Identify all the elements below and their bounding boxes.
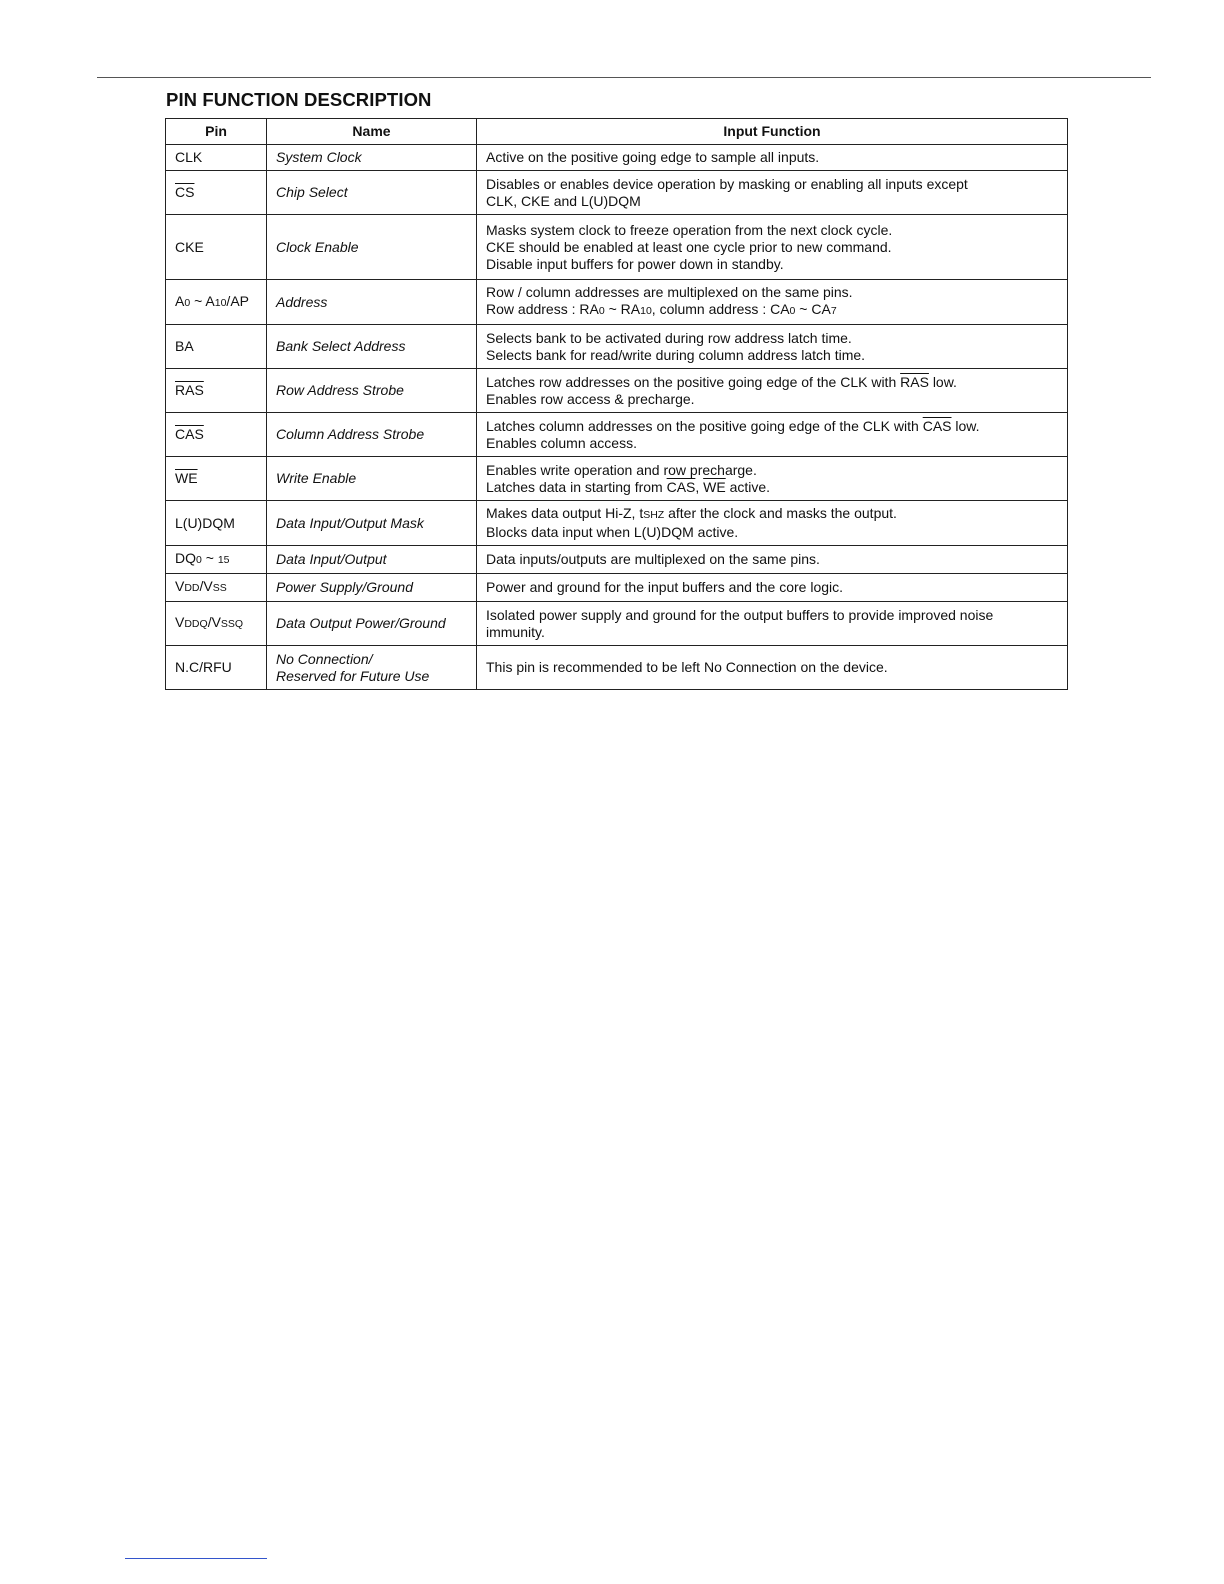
table-row: [166, 145, 1068, 171]
pin-cell: $\overline{CS}$: [166, 171, 267, 215]
column-header-name: Name: [267, 119, 477, 145]
table-row: [166, 413, 1068, 457]
name-cell: Clock Enable: [267, 215, 477, 280]
name-cell: Power Supply/Ground: [267, 574, 477, 602]
table-row: [166, 369, 1068, 413]
table-row: [166, 325, 1068, 369]
table-row: [166, 215, 1068, 280]
table-row: [166, 501, 1068, 546]
input-function-cell: Row / column addresses are multiplexed on the same pins. Row address : RA0 ~ RA10, column address : CA0 ~ CA7: [477, 280, 1068, 325]
input-function-cell: Masks system clock to freeze operation from the next clock cycle. CKE should be enabled at least one cycle prior to new command. Disable input buffers for power down in standby.: [477, 215, 1068, 280]
table-row: [166, 280, 1068, 325]
name-cell: Data Input/Output Mask: [267, 501, 477, 546]
pin-cell: VDD/VSS: [166, 574, 267, 602]
table-row: [166, 602, 1068, 646]
name-cell: Bank Select Address: [267, 325, 477, 369]
name-cell: Write Enable: [267, 457, 477, 501]
page-title: PIN FUNCTION DESCRIPTION: [166, 89, 432, 110]
header-rule: [97, 77, 1151, 78]
table-header-row: [166, 119, 1068, 145]
name-cell: Data Input/Output: [267, 546, 477, 574]
pin-cell: N.C/RFU: [166, 646, 267, 690]
name-cell: Chip Select: [267, 171, 477, 215]
input-function-cell: Latches column addresses on the positive going edge of the CLK with $\overline{CAS}$ low. Enables column access.: [477, 413, 1068, 457]
pin-cell: BA: [166, 325, 267, 369]
input-function-cell: Enables write operation and row precharge. Latches data in starting from $\overline{CAS}$, $\overline{WE}$ active.: [477, 457, 1068, 501]
input-function-cell: Active on the positive going edge to sample all inputs.: [477, 145, 1068, 171]
table-row: [166, 646, 1068, 690]
pin-cell: $\overline{RAS}$: [166, 369, 267, 413]
pin-cell: $\overline{CAS}$: [166, 413, 267, 457]
pin-cell: CLK: [166, 145, 267, 171]
name-cell: Data Output Power/Ground: [267, 602, 477, 646]
pin-cell: DQ0 ~ 15: [166, 546, 267, 574]
name-cell: Address: [267, 280, 477, 325]
name-cell: No Connection/ Reserved for Future Use: [267, 646, 477, 690]
input-function-cell: Makes data output Hi-Z, tSHZ after the clock and masks the output. Blocks data input when L(U)DQM active.: [477, 501, 1068, 546]
input-function-cell: Isolated power supply and ground for the output buffers to provide improved noise immunity.: [477, 602, 1068, 646]
pin-cell: CKE: [166, 215, 267, 280]
table-row: [166, 574, 1068, 602]
name-cell: System Clock: [267, 145, 477, 171]
pin-cell: $\overline{WE}$: [166, 457, 267, 501]
pin-cell: A0 ~ A10/AP: [166, 280, 267, 325]
table-row: [166, 546, 1068, 574]
column-header-pin: Pin: [166, 119, 267, 145]
name-cell: Column Address Strobe: [267, 413, 477, 457]
input-function-cell: Power and ground for the input buffers and the core logic.: [477, 574, 1068, 602]
pin-cell: L(U)DQM: [166, 501, 267, 546]
input-function-cell: Latches row addresses on the positive going edge of the CLK with $\overline{RAS}$ low. Enables row access & precharge.: [477, 369, 1068, 413]
name-cell: Row Address Strobe: [267, 369, 477, 413]
input-function-cell: Disables or enables device operation by masking or enabling all inputs except CLK, CKE and L(U)DQM: [477, 171, 1068, 215]
pin-function-table: [165, 118, 1068, 690]
input-function-cell: Selects bank to be activated during row address latch time. Selects bank for read/write during column address latch time.: [477, 325, 1068, 369]
footer-link-rule: [125, 1558, 267, 1559]
table-row: [166, 171, 1068, 215]
input-function-cell: This pin is recommended to be left No Connection on the device.: [477, 646, 1068, 690]
column-header-input-function: Input Function: [477, 119, 1068, 145]
input-function-cell: Data inputs/outputs are multiplexed on the same pins.: [477, 546, 1068, 574]
pin-cell: VDDQ/VSSQ: [166, 602, 267, 646]
table-row: [166, 457, 1068, 501]
